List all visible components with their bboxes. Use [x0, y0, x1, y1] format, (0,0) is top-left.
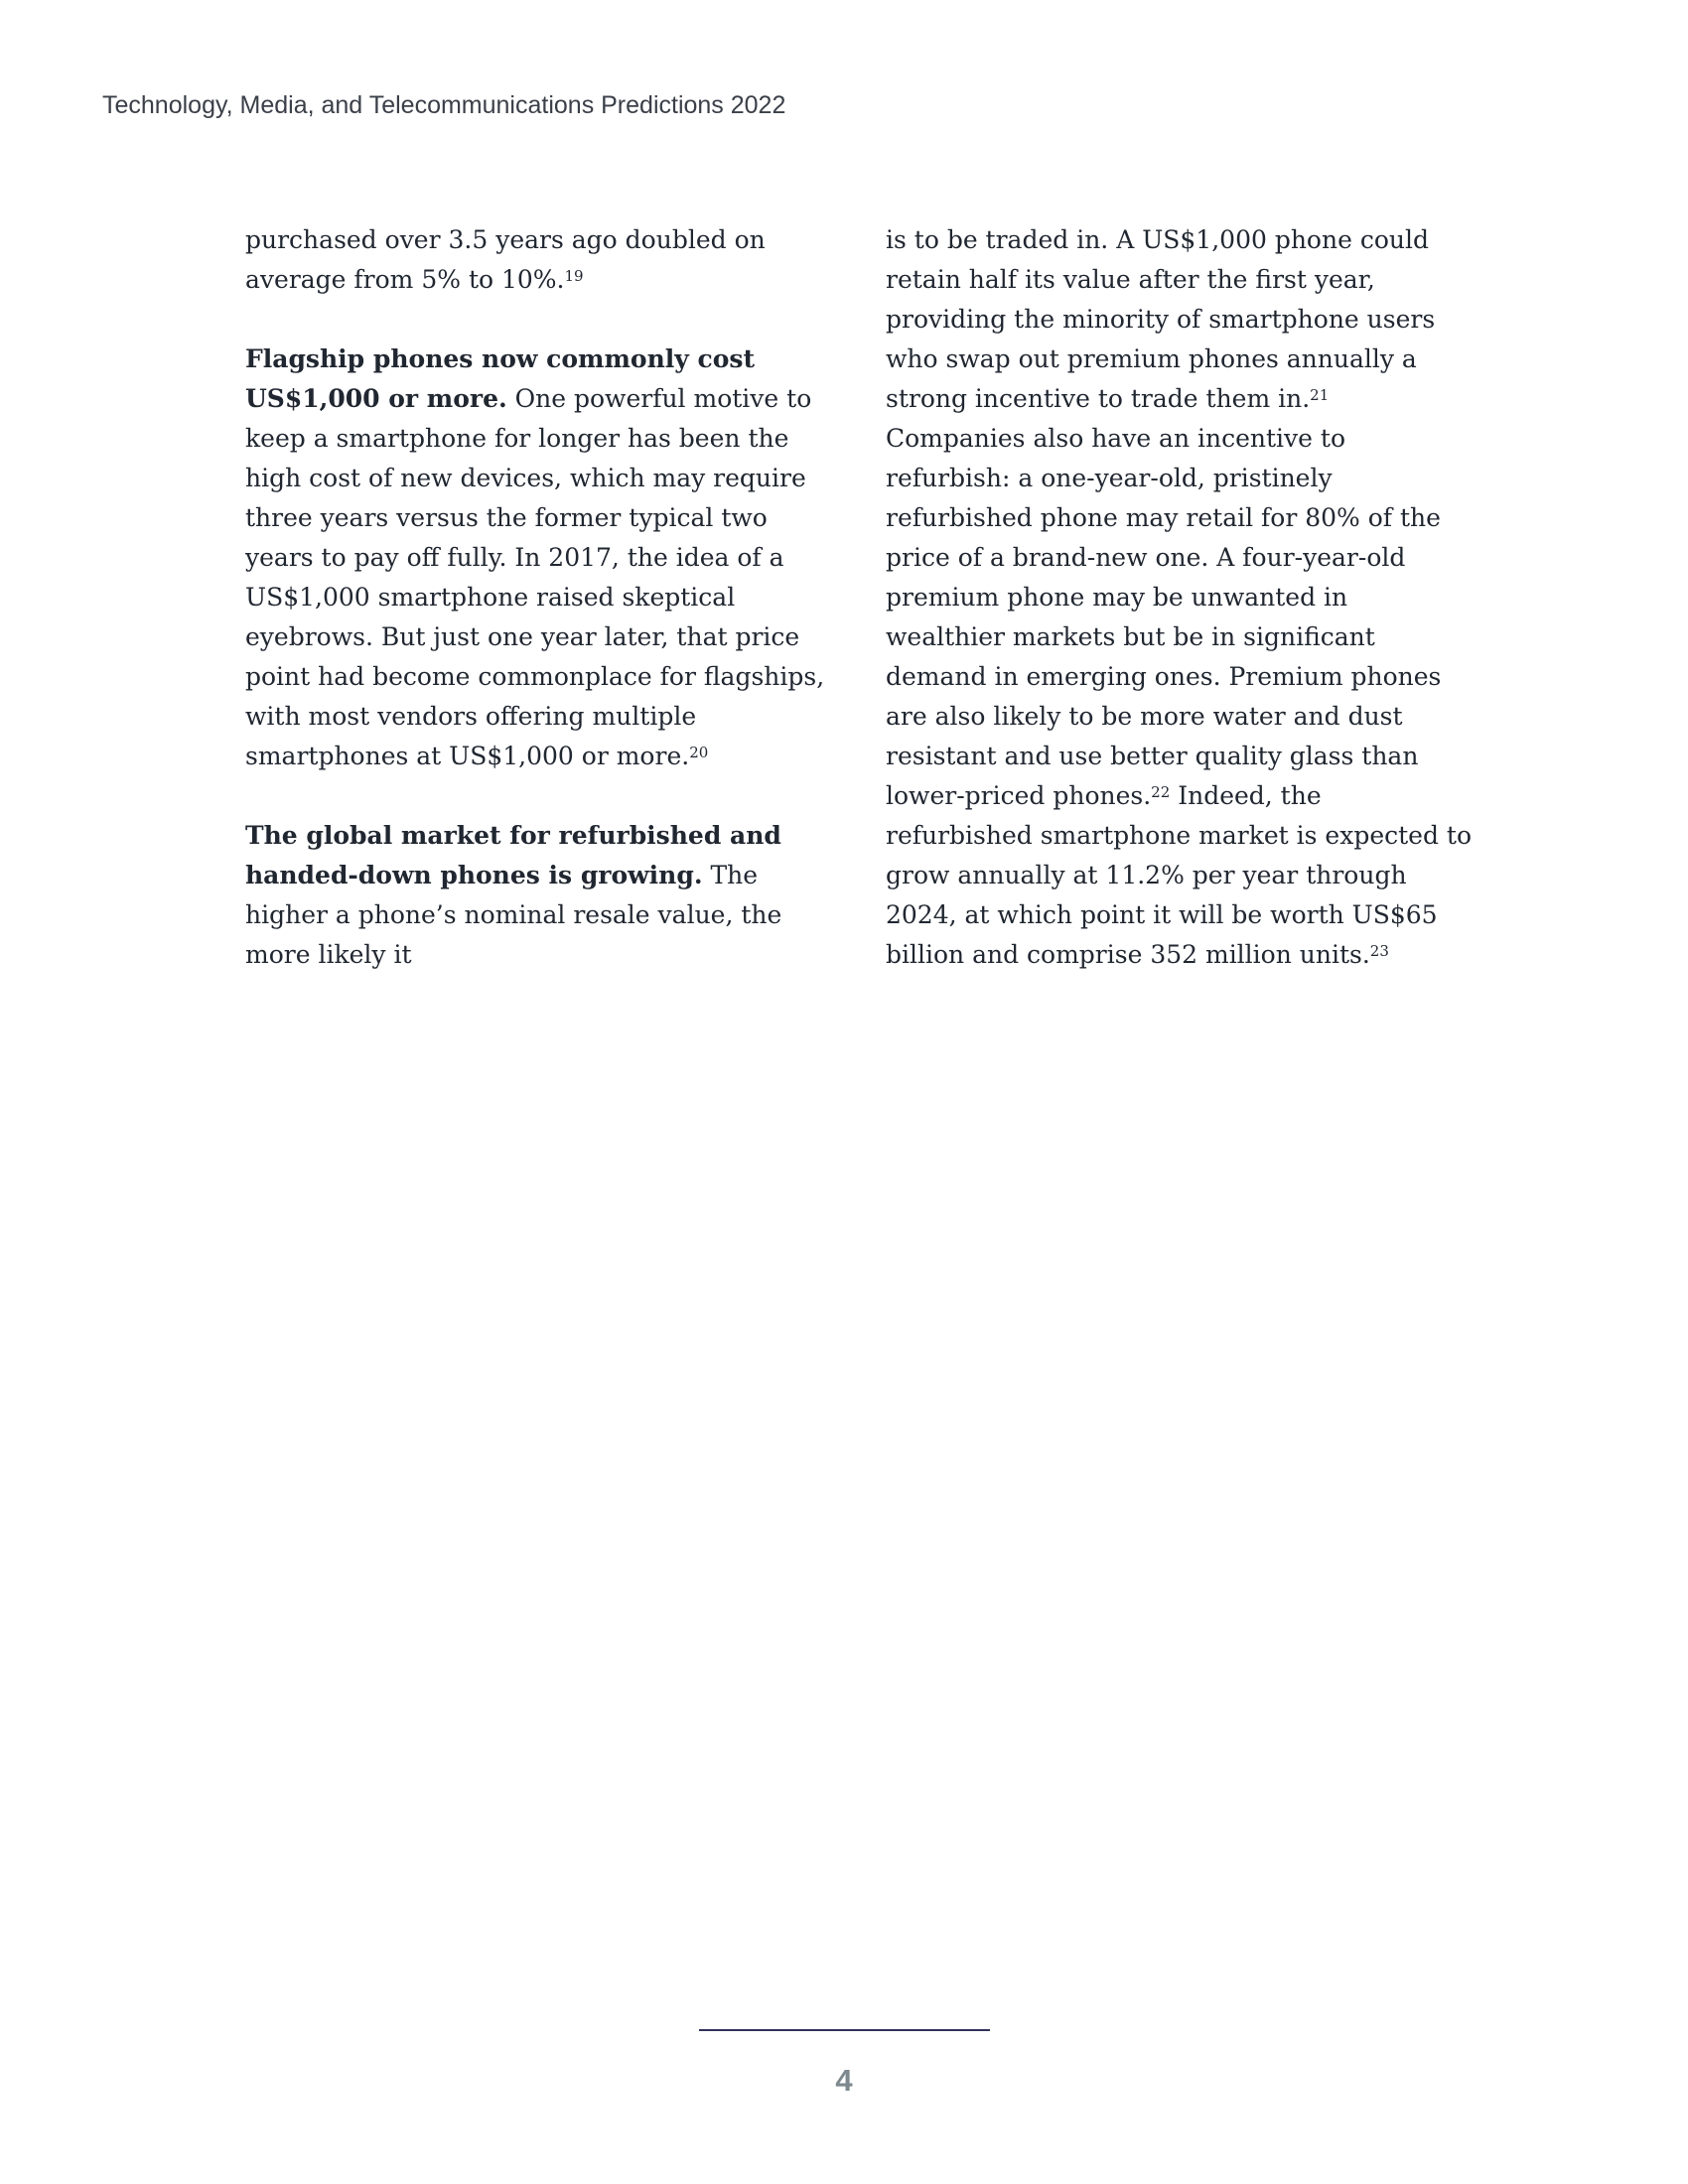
paragraph-lead: Flagship phones now commonly cost US$1,000 or more.	[245, 344, 756, 413]
footnote-ref-19: 19	[564, 267, 584, 286]
left-column	[245, 220, 831, 975]
footnote-ref-22: 22	[1151, 783, 1171, 802]
footnote-ref-23: 23	[1369, 942, 1389, 961]
paragraph-text: Companies also have an incentive to refurbish: a one-year-old, pristinely refurbished phone may retail for 80% of the price of a brand-new one. A four-year-old premium phone may be unwanted in wealthier markets but be in significant demand in emerging ones. Premium phones are also likely to be more water and dust resistant and use better quality glass than lower-priced phones.	[886, 424, 1442, 810]
footnote-ref-20: 20	[689, 744, 709, 762]
paragraph-continued	[245, 220, 831, 300]
right-column	[886, 220, 1472, 975]
footnote-ref-21: 21	[1310, 386, 1330, 405]
footer-rule	[699, 2029, 990, 2031]
paragraph-trade-in	[886, 220, 1472, 975]
paragraph-refurbished-market	[245, 816, 831, 975]
paragraph-text: Indeed, the refurbished smartphone market is expected to grow annually at 11.2% per year through 2024, at which point it will be worth US$65 billion and comprise 352 million units.	[886, 781, 1473, 969]
paragraph-flagship-cost	[245, 340, 831, 776]
paragraph-text: purchased over 3.5 years ago doubled on average from 5% to 10%.	[245, 225, 766, 294]
running-header: Technology, Media, and Telecommunications Predictions 2022	[102, 91, 786, 119]
paragraph-text: is to be traded in. A US$1,000 phone could retain half its value after the first year, providing the minority of smartphone users who swap out premium phones annually a strong incentive to trade them in.	[886, 225, 1436, 413]
page-number: 4	[835, 2063, 853, 2098]
text-columns	[245, 220, 1472, 975]
paragraph-text: One powerful motive to keep a smartphone for longer has been the high cost of new devices, which may require three years versus the former typical two years to pay off fully. In 2017, the idea of a US$1,000 smartphone raised skeptical eyebrows. But just one year later, that price point had become commonplace for flagships, with most vendors offering multiple smartphones at US$1,000 or more.	[245, 384, 825, 770]
paragraph-text: The higher a phone’s nominal resale value, the more likely it	[245, 861, 782, 969]
paragraph-lead: The global market for refurbished and handed-down phones is growing.	[245, 821, 781, 889]
